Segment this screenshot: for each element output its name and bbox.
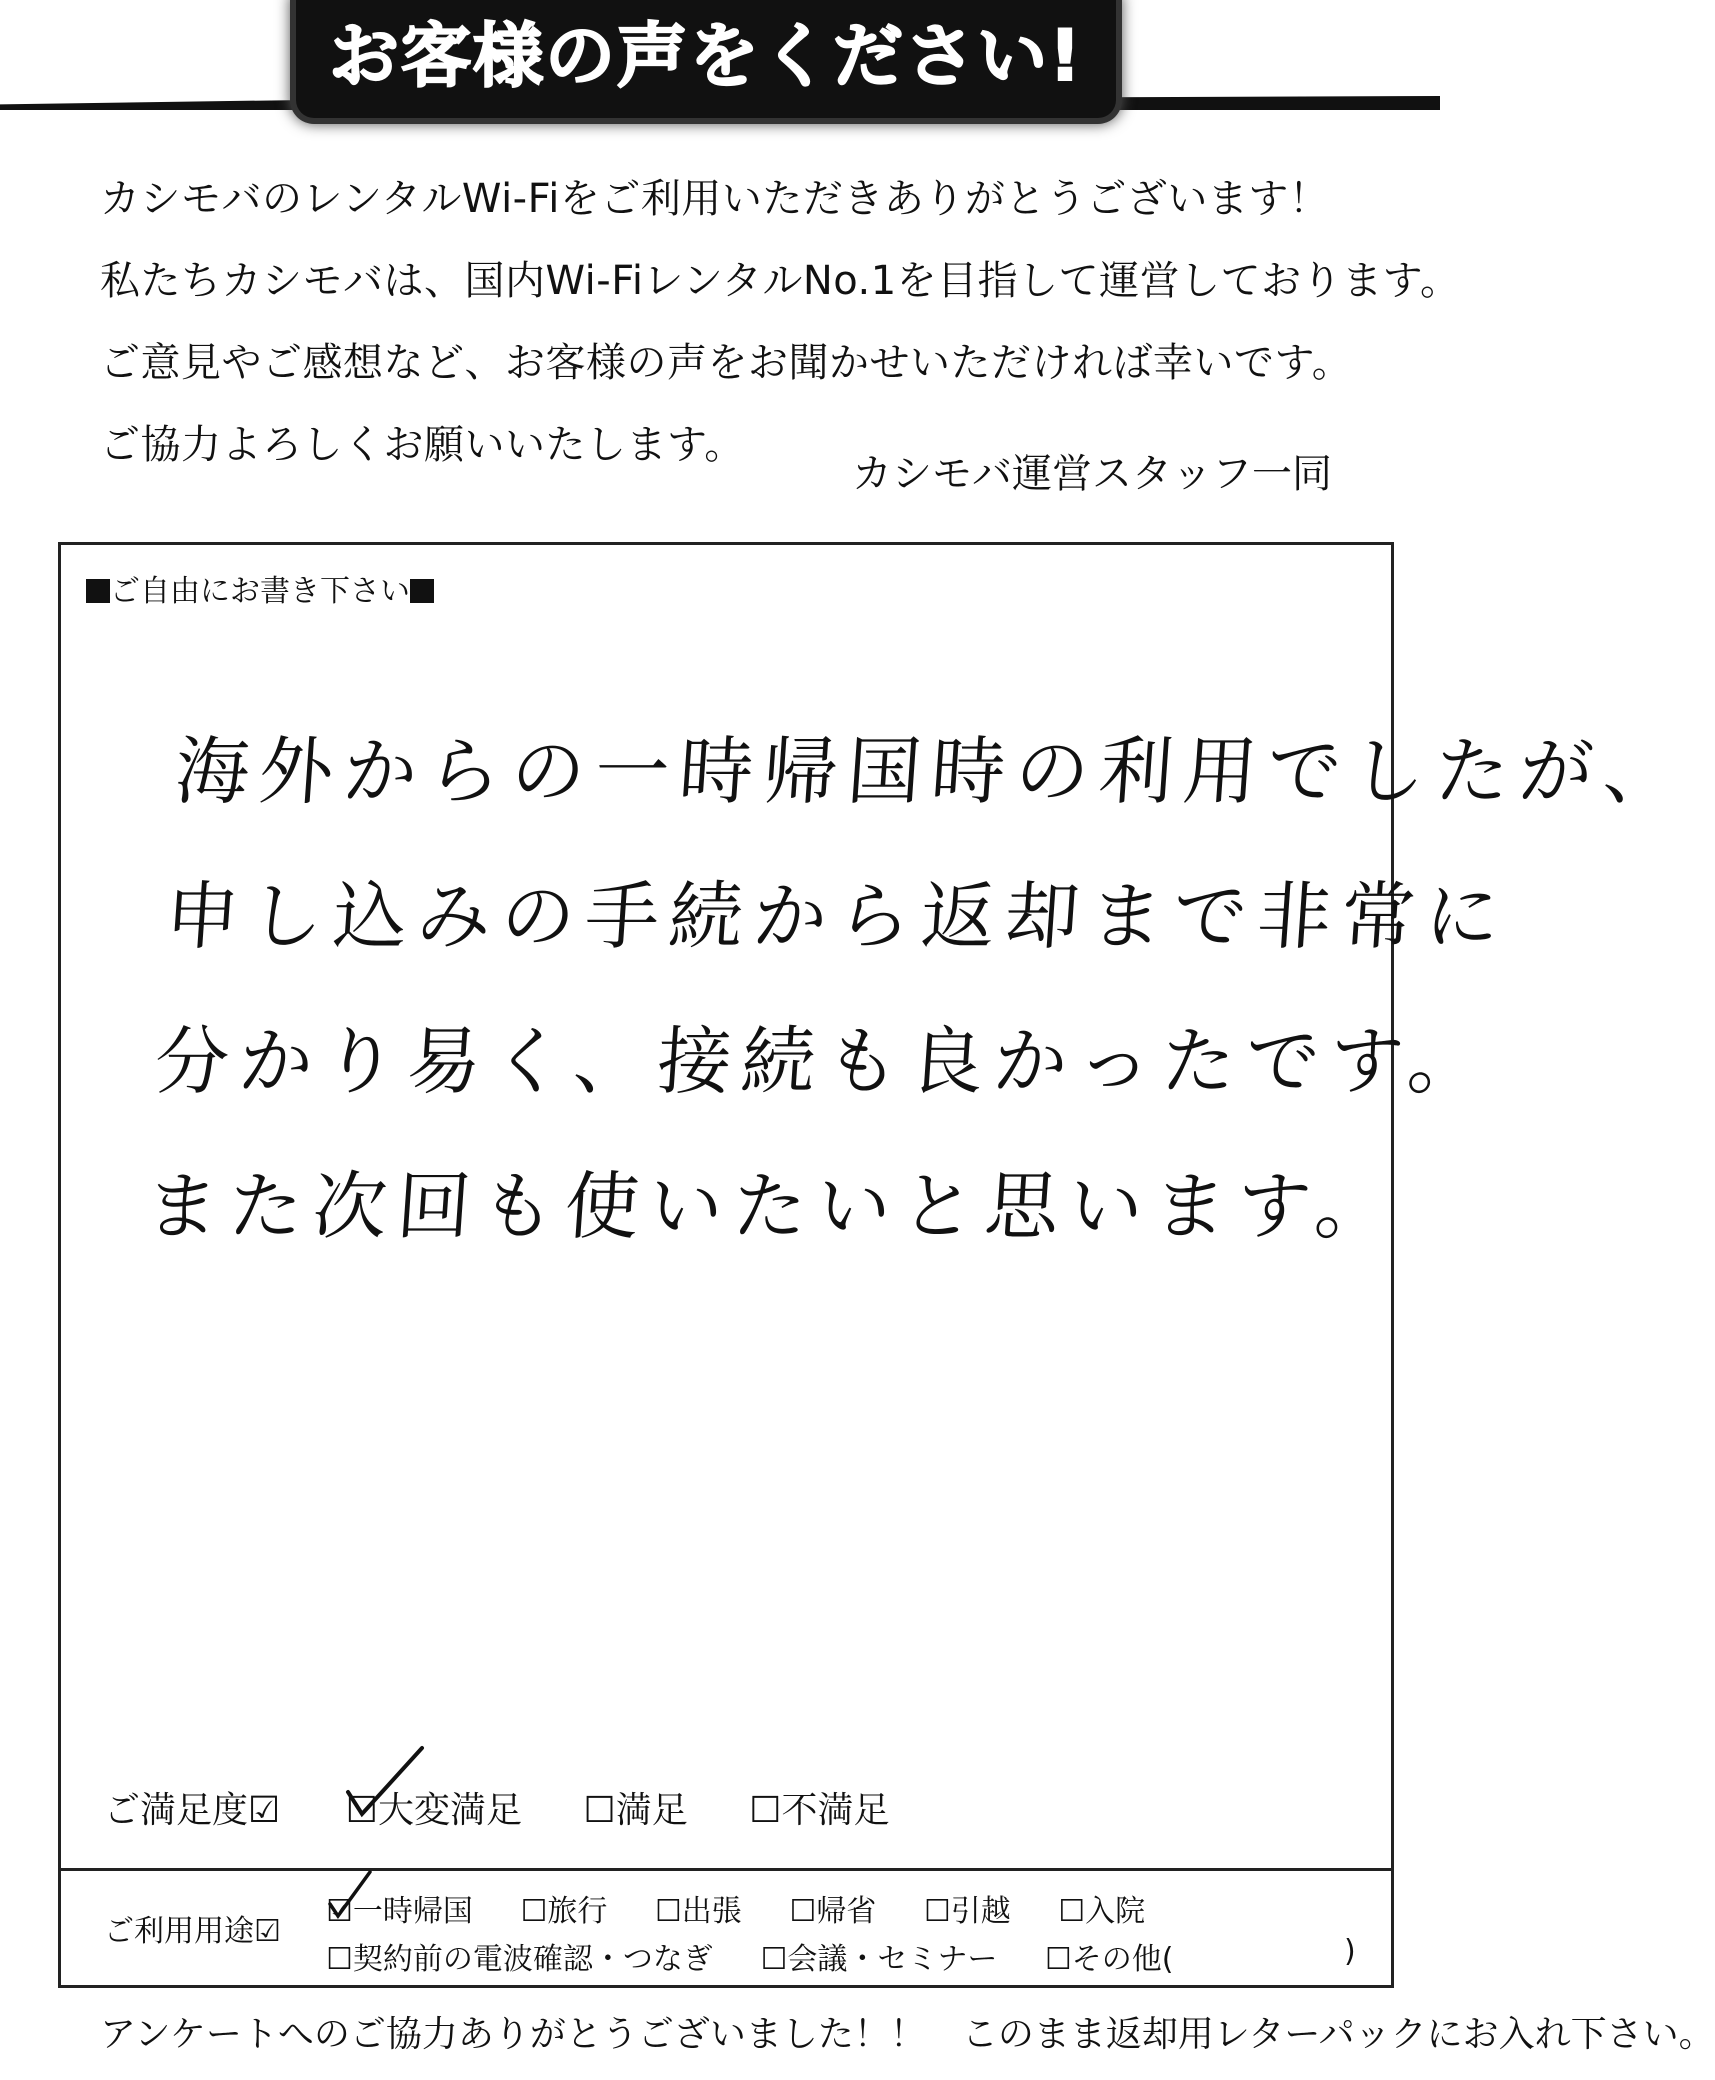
usage-moving-checkbox[interactable]: ☐引越 — [923, 1894, 1011, 1929]
title-banner — [0, 0, 1440, 130]
usage-label: ご利用用途☑ — [104, 1914, 281, 1949]
usage-signal-check-checkbox[interactable]: ☐契約前の電波確認・つなぎ — [326, 1942, 713, 1977]
usage-travel-checkbox[interactable]: ☐旅行 — [520, 1894, 608, 1929]
footer-text: アンケートへのご協力ありがとうございました！！ このまま返却用レターパックにお入れ下さい。 — [100, 2014, 1715, 2055]
handwritten-line: また次回も使いたいと思います。 — [141, 1164, 1402, 1250]
free-comment-label — [86, 566, 434, 610]
usage-options-row-2 — [326, 1934, 1212, 1978]
other-close-paren: ) — [1344, 1934, 1356, 1969]
usage-temporary-return-checkbox[interactable]: ☑一時帰国 — [326, 1894, 473, 1929]
usage-meeting-checkbox[interactable]: ☐会議・セミナー — [760, 1942, 998, 1977]
intro-text — [100, 158, 1461, 486]
satisfaction-very-satisfied-checkbox[interactable]: ☐大変満足 — [345, 1790, 523, 1831]
usage-options-row-1 — [326, 1886, 1183, 1930]
square-bullet-icon — [410, 579, 434, 603]
intro-line: ご意見やご感想など、お客様の声をお聞かせいただければ幸いです。 — [100, 340, 1353, 386]
usage-hospital-checkbox[interactable]: ☐入院 — [1058, 1894, 1146, 1929]
handwritten-line: 分かり易く、接続も良かったです。 — [151, 1019, 1495, 1105]
intro-line: ご協力よろしくお願いいたします。 — [100, 422, 745, 468]
handwritten-line: 申し込みの手続から返却まで非常に — [162, 874, 1513, 960]
satisfaction-row — [104, 1782, 889, 1833]
handwritten-comment — [140, 700, 1691, 1280]
page-title: お客様の声をください! — [329, 15, 1083, 97]
intro-line: 私たちカシモバは、国内Wi-FiレンタルNo.1を目指して運営しております。 — [100, 258, 1461, 304]
free-comment-label-text: ご自由にお書き下さい — [110, 574, 410, 609]
usage-homecoming-checkbox[interactable]: ☐帰省 — [789, 1894, 877, 1929]
square-bullet-icon — [86, 579, 110, 603]
staff-signature: カシモバ運営スタッフ一同 — [852, 451, 1332, 497]
usage-business-trip-checkbox[interactable]: ☐出張 — [654, 1894, 742, 1929]
usage-other-checkbox[interactable]: ☐その他( — [1044, 1942, 1174, 1977]
satisfaction-dissatisfied-checkbox[interactable]: ☐不満足 — [749, 1790, 890, 1831]
intro-line: カシモバのレンタルWi-Fiをご利用いただきありがとうございます！ — [100, 176, 1330, 222]
handwritten-line: 海外からの一時帰国時の利用でしたが、 — [172, 729, 1691, 815]
section-divider — [58, 1868, 1394, 1871]
satisfaction-label: ご満足度☑ — [104, 1790, 281, 1831]
satisfaction-satisfied-checkbox[interactable]: ☐満足 — [583, 1790, 688, 1831]
